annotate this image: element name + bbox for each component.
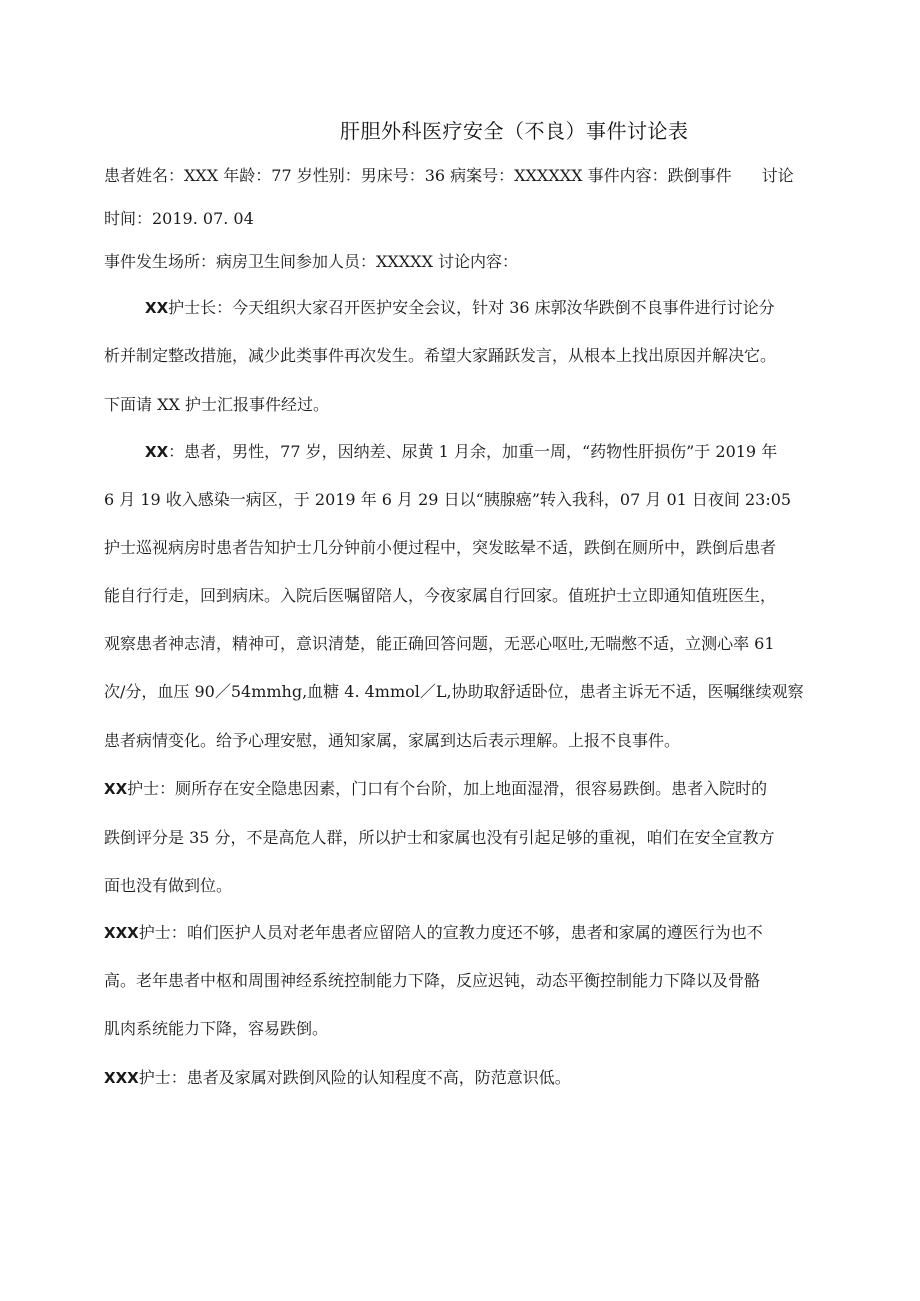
discussion-line: 面也没有做到位。: [104, 876, 233, 895]
discussion-line: 下面请 XX 护士汇报事件经过。: [104, 395, 329, 414]
discussion-time: 时间：2019. 07. 04: [104, 209, 254, 228]
speaker-name: XX: [104, 780, 128, 798]
discussion-line: [145, 298, 775, 318]
speaker-name: XXX: [104, 924, 139, 942]
discussion-text: 护士：厕所存在安全隐患因素，门口有个台阶，加上地面湿滑，很容易跌倒。患者入院时的: [127, 779, 768, 798]
discussion-line: 高。老年患者中枢和周围神经系统控制能力下降，反应迟钝，动态平衡控制能力下降以及骨骼: [104, 971, 761, 990]
document-title: 肝胆外科医疗安全（不良）事件讨论表: [340, 119, 689, 143]
discussion-time-label-start: 讨论: [761, 166, 794, 185]
event-location-line: 事件发生场所：病房卫生间参加人员：XXXXX 讨论内容：: [104, 252, 519, 271]
discussion-line: [104, 779, 767, 799]
discussion-line: [145, 442, 777, 462]
discussion-text: 护士长：今天组织大家召开医护安全会议，针对 36 床郭汝华跌倒不良事件进行讨论分: [168, 298, 775, 317]
speaker-name: XXX: [104, 1069, 139, 1087]
discussion-line: 次/分，血压 90／54mmhg,血糖 4. 4mmol／L,协助取舒适卧位，患者主诉无不适，医嘱继续观察: [104, 682, 804, 701]
discussion-line: 能自行行走，回到病床。入院后医嘱留陪人，今夜家属自行回家。值班护士立即通知值班医生，: [104, 586, 777, 605]
discussion-line: 护士巡视病房时患者告知护士几分钟前小便过程中，突发眩晕不适，跌倒在厕所中，跌倒后患者: [104, 538, 777, 557]
discussion-line: [104, 1068, 571, 1088]
discussion-text: 护士：患者及家属对跌倒风险的认知程度不高，防范意识低。: [138, 1068, 571, 1087]
speaker-name: XX: [145, 299, 169, 317]
discussion-line: [104, 923, 763, 943]
discussion-line: 肌肉系统能力下降，容易跌倒。: [104, 1019, 329, 1038]
discussion-line: 患者病情变化。给予心理安慰，通知家属，家属到达后表示理解。上报不良事件。: [104, 731, 681, 750]
discussion-line: 跌倒评分是 35 分，不是高危人群，所以护士和家属也没有引起足够的重视，咱们在安全宣教方: [104, 828, 775, 847]
speaker-name: XX: [145, 443, 169, 461]
discussion-line: 观察患者神志清，精神可，意识清楚，能正确回答问题，无恶心呕吐,无喘憋不适，立测心率 61: [104, 634, 775, 653]
discussion-line: 6 月 19 收入感染一病区，于 2019 年 6 月 29 日以“胰腺癌”转入我科，07 月 01 日夜间 23:05: [104, 490, 792, 509]
discussion-line: 析并制定整改措施，减少此类事件再次发生。希望大家踊跃发言，从根本上找出原因并解决它。: [104, 346, 777, 365]
patient-info-text: 患者姓名：XXX 年龄：77 岁性别：男床号：36 病案号：XXXXXX 事件内容：跌倒事件: [104, 166, 732, 185]
discussion-text: 护士：咱们医护人员对老年患者应留陪人的宣教力度还不够，患者和家属的遵医行为也不: [138, 923, 763, 942]
patient-info-line: [104, 166, 794, 186]
discussion-text: ：患者，男性，77 岁，因纳差、尿黄 1 月余，加重一周，“药物性肝损伤”于 2019 年: [168, 442, 778, 461]
